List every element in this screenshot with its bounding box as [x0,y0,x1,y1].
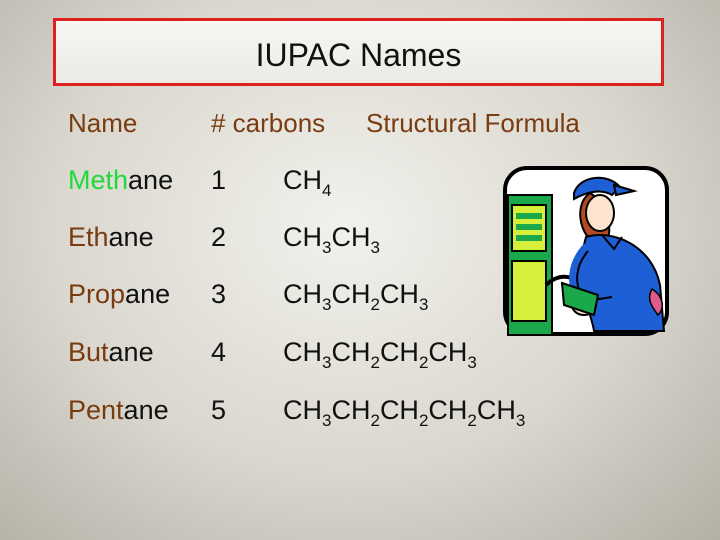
structural-formula: $CH_3CH_2CH_2CH_3$ [283,337,477,372]
structural-formula: $CH_3CH_2CH_2CH_2CH_3$ [283,395,526,430]
page-title: IUPAC Names [255,37,462,73]
title-box [53,18,664,86]
carbon-count: 3 [211,279,227,309]
name-prefix: But [68,337,109,367]
header-formula: Structural Formula [366,108,580,138]
header-name: Name [68,108,138,138]
name-suffix: ane [123,395,169,425]
structural-formula: $CH_3CH_3$ [283,222,380,257]
alkane-name [68,337,154,368]
alkane-name [68,279,170,310]
carbon-count: 2 [211,222,227,252]
carbon-count: 1 [211,165,227,195]
name-suffix: ane [108,337,154,367]
name-suffix: ane [125,279,171,309]
carbon-count: 4 [211,337,227,367]
gas-pump-icon [508,195,552,335]
name-suffix: ane [108,222,154,252]
structural-formula: $CH_3CH_2CH_3$ [283,279,429,314]
alkane-name [68,165,173,196]
alkane-name [68,395,169,426]
name-prefix: Eth [68,222,109,252]
name-prefix: Pent [68,395,124,425]
name-prefix: Prop [68,279,126,309]
alkane-name [68,222,154,253]
name-prefix: Meth [68,165,129,195]
name-suffix: ane [128,165,174,195]
header-carbons: # carbons [211,108,326,138]
carbon-count: 5 [211,395,227,425]
gas-station-attendant-clipart [502,165,670,337]
structural-formula: $CH_4$ [283,165,332,200]
